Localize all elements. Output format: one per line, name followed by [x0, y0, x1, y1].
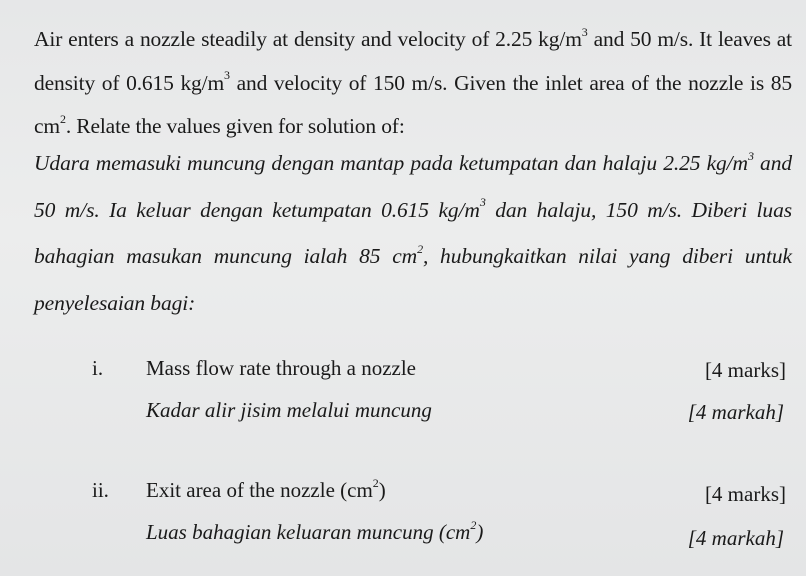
- sub-question-i: [0, 356, 806, 436]
- sub-question-ii: [0, 478, 806, 558]
- marks-label-malay: [4 markah]: [687, 526, 784, 550]
- superscript: 3: [224, 68, 230, 83]
- superscript: 2: [59, 111, 66, 126]
- superscript: 2: [470, 518, 477, 532]
- superscript: 3: [581, 24, 588, 39]
- superscript: 2: [417, 241, 423, 256]
- superscript: 3: [479, 195, 486, 210]
- marks-label-malay: [4 markah]: [687, 400, 784, 424]
- question-text-english-part3: and velocity of 150 m/s. Given the inlet area of the nozzle is 85 cm: [34, 70, 792, 138]
- question-paragraph-english: [34, 18, 792, 149]
- text-part: Luas bahagian keluaran muncung (cm: [146, 520, 471, 544]
- question-text-malay-part4: , hubungkaitkan nilai yang diberi untuk penyelesaian bagi:: [34, 244, 792, 315]
- sub-question-text-english: Mass flow rate through a nozzle: [146, 356, 416, 380]
- sub-question-text-english: [146, 478, 386, 503]
- marks-label-english: [4 marks]: [704, 482, 786, 506]
- question-text-malay-part3: dan halaju, 150 m/s. Diberi luas bahagian masukan muncung ialah 85 cm: [34, 197, 792, 268]
- question-paragraph-malay: [34, 140, 792, 326]
- question-text-malay-part2: and 50 m/s. Ia keluar dengan ketumpatan 0.615 kg/m: [34, 151, 793, 222]
- question-text-english-part2: and 50 m/s. It leaves at density of 0.615 kg/m: [34, 27, 792, 95]
- sub-question-text-malay: [146, 520, 483, 545]
- sub-question-number: ii.: [92, 478, 109, 502]
- superscript: 2: [372, 476, 379, 490]
- text-part: ): [378, 478, 386, 502]
- text-part: ): [476, 520, 484, 544]
- question-text-malay-part1: Udara memasuki muncung dengan mantap pada ketumpatan dan halaju 2.25 kg/m: [34, 151, 748, 175]
- question-text-english-part4: . Relate the values given for solution of:: [65, 114, 405, 138]
- sub-question-number: i.: [92, 356, 104, 380]
- marks-label-english: [4 marks]: [704, 358, 786, 382]
- sub-question-text-malay: Kadar alir jisim melalui muncung: [146, 398, 432, 422]
- superscript: 3: [747, 148, 754, 163]
- text-part: Exit area of the nozzle (cm: [146, 478, 373, 502]
- question-text-english-part1: Air enters a nozzle steadily at density and velocity of 2.25 kg/m: [34, 27, 582, 51]
